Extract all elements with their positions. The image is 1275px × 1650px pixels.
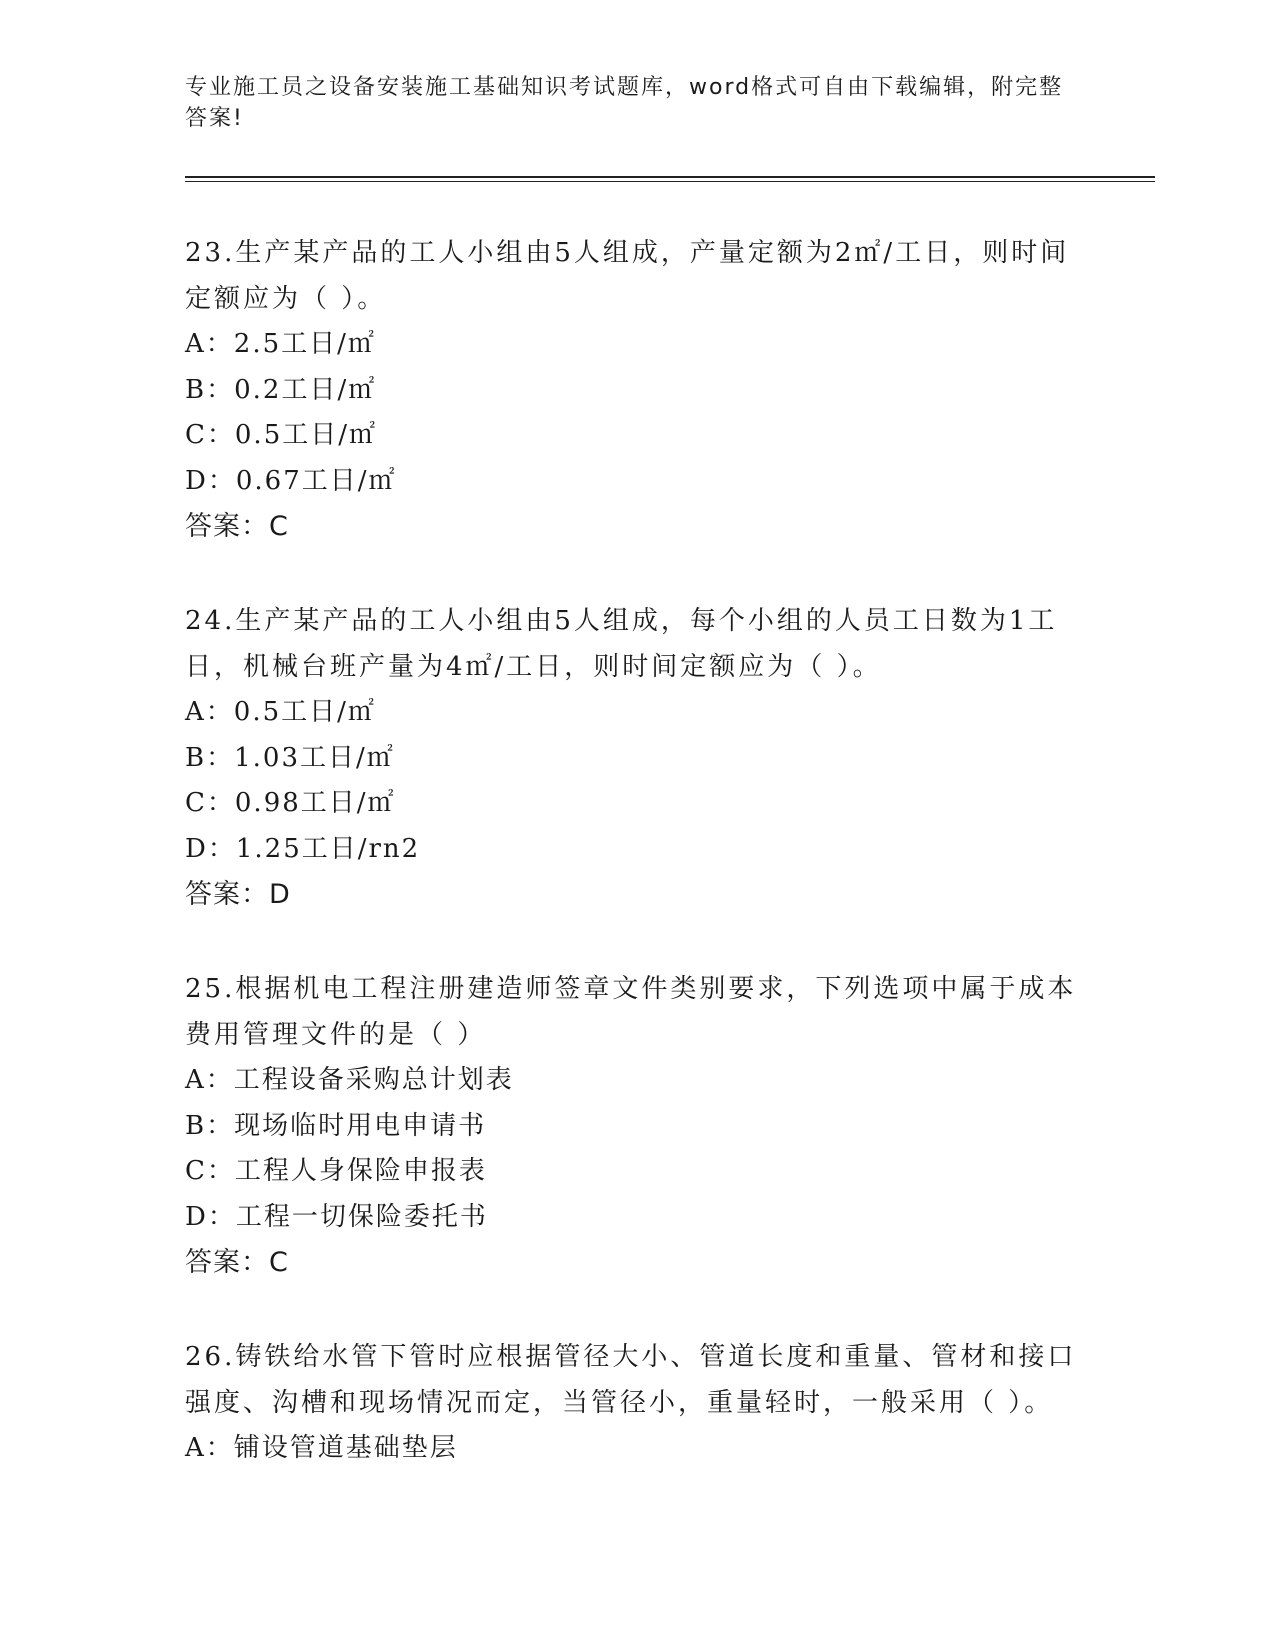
question-stem: 24.生产某产品的工人小组由5人组成，每个小组的人员工日数为1工日，机械台班产量为4㎡/工日，则时间定额应为（ ）。 (185, 606, 1058, 682)
option-b: B：现场临时用电申请书 (185, 1110, 487, 1141)
option-a: A：铺设管道基础垫层 (185, 1433, 458, 1463)
option-a: A：工程设备采购总计划表 (185, 1065, 514, 1095)
option-d: D：工程一切保险委托书 (185, 1201, 488, 1232)
option-c: C：工程人身保险申报表 (185, 1156, 487, 1186)
question-25 (185, 966, 1085, 1286)
question-26 (185, 1334, 1085, 1472)
option-d: D：0.67工日/㎡ (185, 465, 397, 496)
answer-label: 答案：D (185, 879, 291, 910)
question-stem: 25.根据机电工程注册建造师签章文件类别要求，下列选项中属于成本费用管理文件的是（ ） (185, 974, 1077, 1050)
option-a: A：2.5工日/㎡ (185, 329, 376, 359)
question-23 (185, 230, 1085, 550)
header-divider-thick (185, 176, 1155, 178)
option-a: A：0.5工日/㎡ (185, 697, 376, 727)
question-24 (185, 598, 1085, 918)
option-b: B：1.03工日/㎡ (185, 742, 395, 773)
document-header: 专业施工员之设备安装施工基础知识考试题库，word格式可自由下载编辑，附完整答案! (185, 75, 1064, 131)
header-divider-thin (185, 181, 1155, 182)
option-b: B：0.2工日/㎡ (185, 374, 377, 405)
option-d: D：1.25工日/rn2 (185, 833, 421, 864)
question-stem: 26.铸铁给水管下管时应根据管径大小、管道长度和重量、管材和接口强度、沟槽和现场情况而定，当管径小，重量轻时，一般采用（ ）。 (185, 1342, 1077, 1418)
answer-label: 答案：C (185, 1247, 289, 1278)
question-stem: 23.生产某产品的工人小组由5人组成，产量定额为2㎡/工日，则时间定额应为（ ）。 (185, 238, 1070, 314)
question-list (185, 230, 1085, 1520)
answer-label: 答案：C (185, 511, 289, 542)
option-c: C：0.98工日/㎡ (185, 788, 396, 818)
option-c: C：0.5工日/㎡ (185, 420, 378, 450)
